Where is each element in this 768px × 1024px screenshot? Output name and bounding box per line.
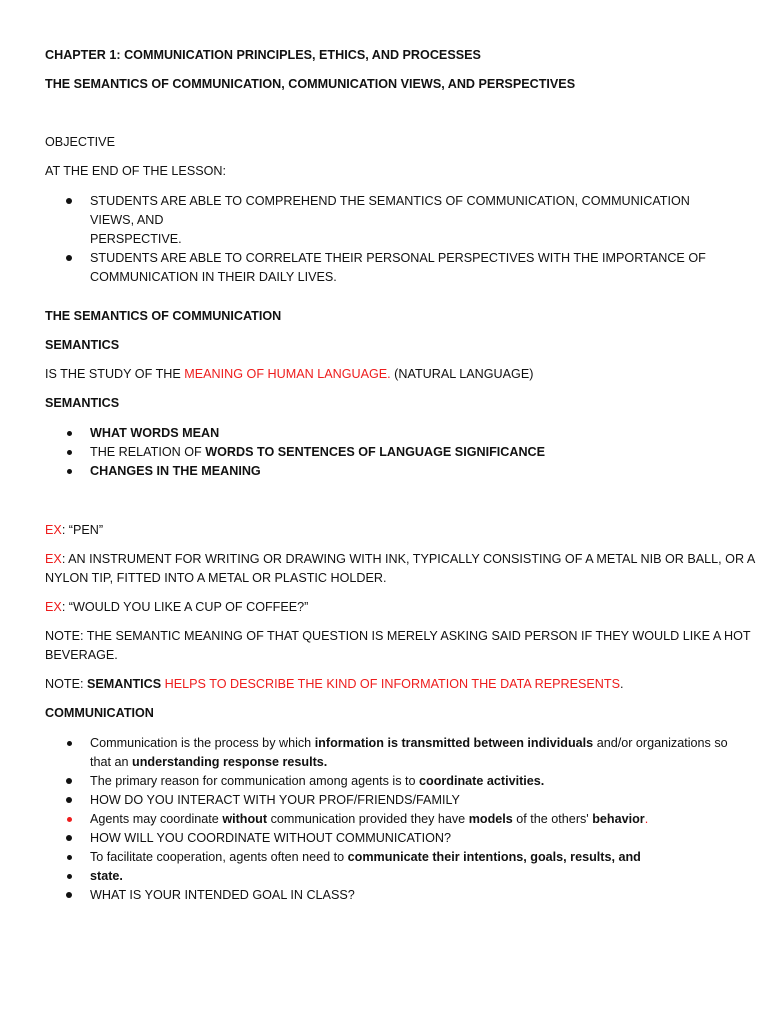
- list-item: STUDENTS ARE ABLE TO CORRELATE THEIR PERSONAL PERSPECTIVES WITH THE IMPORTANCE OF COMMUNICATION IN THEIR DAILY LIVES.: [0, 249, 768, 287]
- bullet-icon: [66, 198, 72, 204]
- list-item: To facilitate cooperation, agents often need to communicate their intentions, goals, results, and: [0, 848, 768, 867]
- list-item: Agents may coordinate without communication provided they have models of the others' behavior.: [0, 810, 768, 829]
- semantics-definition: IS THE STUDY OF THE MEANING OF HUMAN LANGUAGE. (NATURAL LANGUAGE): [45, 367, 534, 381]
- example-label: EX: [45, 600, 62, 614]
- bullet-icon: [66, 797, 72, 803]
- bullet-icon: [66, 255, 72, 261]
- list-item: WHAT WORDS MEAN: [0, 424, 768, 443]
- chapter-title: CHAPTER 1: COMMUNICATION PRINCIPLES, ETHICS, AND PROCESSES: [45, 48, 481, 62]
- note-semantic-meaning: NOTE: THE SEMANTIC MEANING OF THAT QUESTION IS MERELY ASKING SAID PERSON IF THEY WOULD LIKE A HOT BEVERAGE.: [45, 629, 751, 662]
- example-coffee: EX: “WOULD YOU LIKE A CUP OF COFFEE?”: [45, 600, 309, 614]
- objective-heading: OBJECTIVE: [45, 135, 115, 149]
- semantics-points-list: [0, 424, 768, 481]
- communication-list: [0, 734, 768, 905]
- list-item: HOW DO YOU INTERACT WITH YOUR PROF/FRIENDS/FAMILY: [0, 791, 768, 810]
- communication-heading: COMMUNICATION: [45, 706, 154, 720]
- bullet-icon: [67, 469, 72, 474]
- list-item: The primary reason for communication among agents is to coordinate activities.: [0, 772, 768, 791]
- definition-highlight: MEANING OF HUMAN LANGUAGE.: [184, 367, 391, 381]
- objectives-list: [0, 192, 768, 287]
- list-item: CHANGES IN THE MEANING: [0, 462, 768, 481]
- example-label: EX: [45, 552, 62, 566]
- note-semantics-helps: NOTE: SEMANTICS HELPS TO DESCRIBE THE KIND OF INFORMATION THE DATA REPRESENTS.: [45, 677, 624, 691]
- example-pen: EX: “PEN”: [45, 523, 104, 537]
- bullet-icon: [67, 817, 72, 822]
- bullet-icon: [67, 450, 72, 455]
- bullet-icon: [67, 874, 72, 879]
- bullet-icon: [67, 741, 72, 746]
- example-label: EX: [45, 523, 62, 537]
- list-item: state.: [0, 867, 768, 886]
- objective-intro: AT THE END OF THE LESSON:: [45, 164, 227, 178]
- list-item: Communication is the process by which information is transmitted between individuals and/or organizations so that an understanding response results.: [0, 734, 768, 772]
- semantics-section-heading: THE SEMANTICS OF COMMUNICATION: [45, 309, 282, 323]
- semantics-heading: SEMANTICS: [45, 396, 120, 410]
- list-item: HOW WILL YOU COORDINATE WITHOUT COMMUNICATION?: [0, 829, 768, 848]
- list-item: STUDENTS ARE ABLE TO COMPREHEND THE SEMANTICS OF COMMUNICATION, COMMUNICATION VIEWS, AND PERSPECTIVE.: [0, 192, 768, 249]
- bullet-icon: [67, 855, 72, 860]
- bullet-icon: [66, 835, 72, 841]
- bullet-icon: [66, 892, 72, 898]
- list-item: THE RELATION OF WORDS TO SENTENCES OF LANGUAGE SIGNIFICANCE: [0, 443, 768, 462]
- list-item: WHAT IS YOUR INTENDED GOAL IN CLASS?: [0, 886, 768, 905]
- bullet-icon: [66, 778, 72, 784]
- semantics-heading: SEMANTICS: [45, 338, 120, 352]
- lesson-subtitle: THE SEMANTICS OF COMMUNICATION, COMMUNICATION VIEWS, AND PERSPECTIVES: [45, 77, 576, 91]
- bullet-icon: [67, 431, 72, 436]
- example-pen-definition: EX: AN INSTRUMENT FOR WRITING OR DRAWING WITH INK, TYPICALLY CONSISTING OF A METAL NIB OR BALL, OR A NYLON TIP, FITTED INTO A METAL OR PLASTIC HOLDER.: [45, 552, 756, 585]
